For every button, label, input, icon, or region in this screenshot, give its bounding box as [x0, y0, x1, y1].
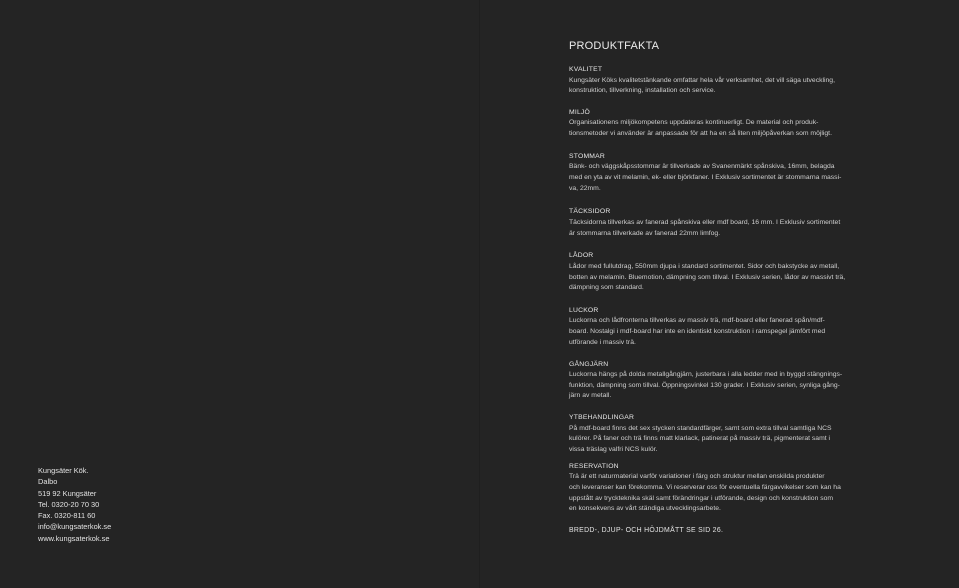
body-line: Bänk- och väggskåpsstommar är tillverkade av Svanenmärkt spånskiva, 16mm, belagda	[569, 163, 835, 171]
body-line: är stommarna tillverkade av fanerad 22mm limfog.	[569, 229, 721, 237]
body-line: utförande i massiv trä.	[569, 338, 636, 346]
section-body	[569, 262, 869, 294]
section-heading: LUCKOR	[569, 306, 599, 314]
body-line: va, 22mm.	[569, 184, 601, 192]
page-gutter	[479, 0, 480, 588]
section-heading: STOMMAR	[569, 152, 606, 160]
section-body	[569, 162, 869, 194]
section-body	[569, 424, 869, 456]
section-heading: RESERVATION	[569, 462, 619, 470]
address-line: Dalbo	[38, 477, 58, 487]
section-body	[569, 118, 869, 139]
section-lador	[569, 251, 869, 294]
section-gangjarn	[569, 360, 869, 403]
body-line: På mdf-board finns det sex stycken standardfärger, samt som extra tillval samtliga NCS	[569, 424, 832, 432]
section-body	[569, 370, 869, 402]
page-title: PRODUKTFAKTA	[569, 40, 660, 52]
body-line: Luckorna hängs på dolda metallgångjärn, justerbara i alla ledder med in byggd stängnings-	[569, 371, 843, 379]
body-line: järn av metall.	[569, 392, 612, 400]
body-line: Luckorna och lådfronterna tillverkas av massiv trä, mdf-board eller fanerad spån/mdf-	[569, 317, 825, 325]
address-line: 519 92 Kungsäter	[38, 488, 97, 498]
body-line: med en yta av vit melamin, ek- eller björkfaner. I Exklusiv sortimentet är stommarna massi-	[569, 174, 842, 182]
body-line: funktion, dämpning som tillval. Öppningsvinkel 130 grader. I Exklusiv serien, synliga gång-	[569, 381, 840, 389]
body-line: kulörer. På faner och trä finns matt klarlack, patinerat på massiv trä, pigmenterat samt i	[569, 435, 831, 443]
section-heading: KVALITET	[569, 66, 603, 73]
section-heading: LÅDOR	[569, 252, 594, 260]
section-stommar	[569, 152, 869, 195]
section-reservation	[569, 462, 869, 515]
body-line: Täcksidorna tillverkas av fanerad spånskiva eller mdf board, 16 mm. I Exklusiv sortimentet	[569, 218, 841, 226]
section-tacksidor	[569, 207, 869, 239]
body-line: uppstått av tryckteknika skäl samt förändringar i utförande, design och konstruktion som	[569, 494, 834, 502]
section-body	[569, 76, 869, 97]
body-line: Kungsäter Köks kvalitetstänkande omfattar hela vår verksamhet, det vill säga utveckling,	[569, 76, 835, 84]
body-line: vissa träslag valfri NCS kulör.	[569, 446, 658, 454]
address-line: Kungsäter Kök.	[38, 466, 89, 475]
body-line: board. Nostalgi i mdf-board har inte en identiskt konstruktion i ramspegel jämfört med	[569, 328, 826, 336]
body-line: botten av melamin. Bluemotion, dämpning som tillval. I Exklusiv serien, lådor av massivt trä,	[569, 273, 846, 281]
body-line: Organisationens miljökompetens uppdateras kontinuerligt. De material och produk-	[569, 119, 819, 127]
body-line: en konsekvens av vårt ständiga utvecklingsarbete.	[569, 505, 721, 513]
section-kvalitet	[569, 65, 869, 97]
section-body	[569, 472, 869, 515]
section-body	[569, 316, 869, 348]
section-heading: MILJÖ	[569, 108, 591, 116]
address-block	[38, 465, 111, 544]
email-link[interactable]: info@kungsaterkok.se	[38, 522, 112, 532]
phone-line: Tel. 0320-20 70 30	[38, 499, 100, 509]
section-heading: TÄCKSIDOR	[569, 208, 611, 216]
section-heading: GÅNGJÄRN	[569, 360, 609, 368]
body-line: och leveranser kan förekomma. Vi reserverar oss för eventuella färgavvikelser som kan ha	[569, 483, 841, 491]
section-heading: YTBEHANDLINGAR	[569, 414, 635, 422]
body-line: konstruktion, tillverkning, installation och service.	[569, 87, 716, 95]
product-facts	[569, 40, 869, 534]
dimensions-reference: BREDD-, DJUP- OCH HÖJDMÅTT SE SID 26.	[569, 527, 724, 535]
section-miljo	[569, 108, 869, 140]
body-line: Trä är ett naturmaterial varför variationer i färg och struktur mellan enskilda produkter	[569, 473, 825, 481]
body-line: tionsmetoder vi använder är anpassade för att ha en så liten miljöpåverkan som möjligt.	[569, 130, 832, 138]
fax-line: Fax. 0320-811 60	[38, 511, 96, 521]
section-body	[569, 218, 869, 239]
website-link[interactable]: www.kungsaterkok.se	[38, 533, 110, 543]
section-ytbehandlingar	[569, 413, 869, 456]
section-luckor	[569, 306, 869, 349]
body-line: dämpning som standard.	[569, 284, 644, 292]
body-line: Lådor med fullutdrag, 550mm djupa i standard sortimentet. Sidor och bakstycke av metall,	[569, 262, 840, 270]
